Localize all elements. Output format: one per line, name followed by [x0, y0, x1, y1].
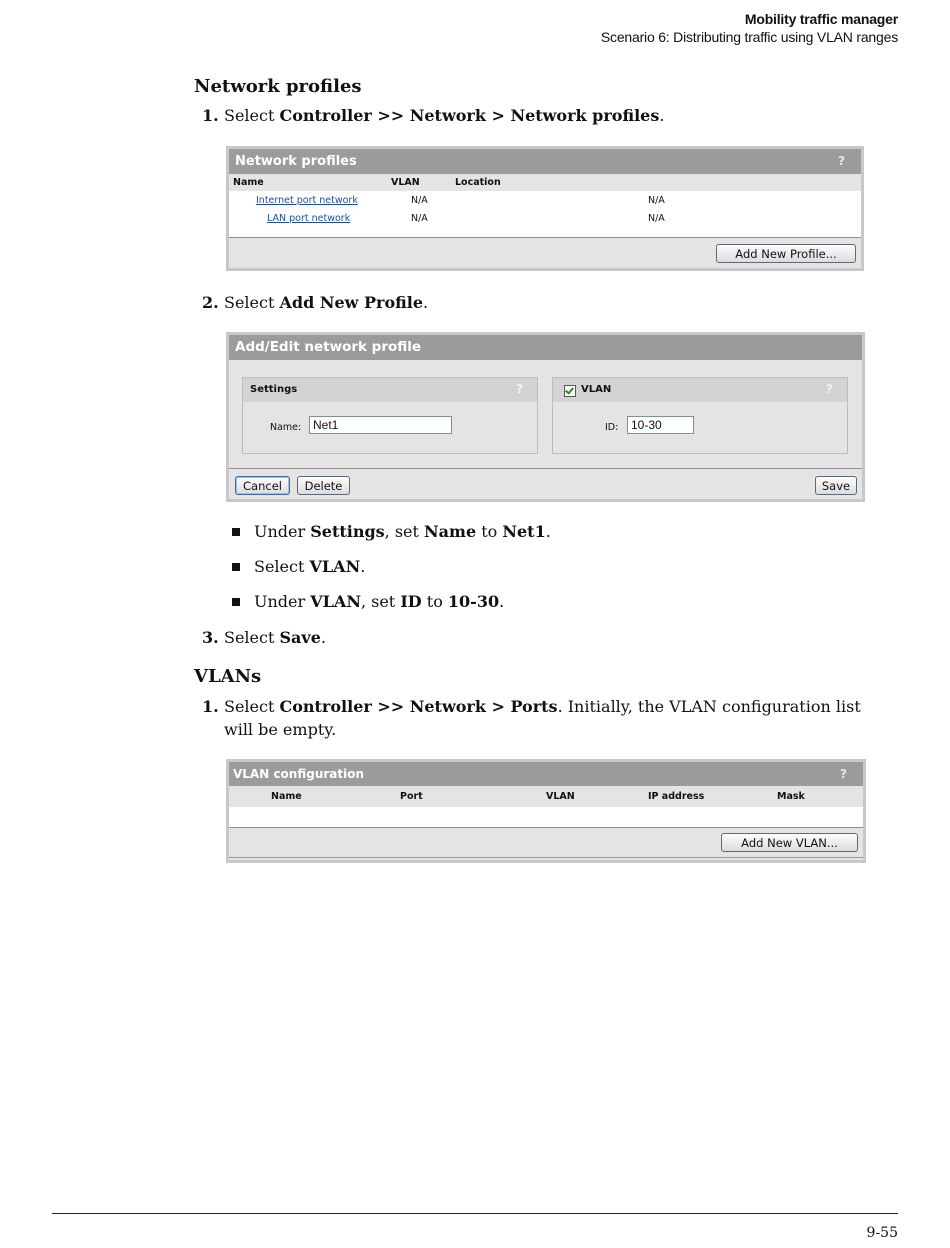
- subpanel-title: Settings ?: [243, 378, 537, 402]
- running-header-subtitle: Scenario 6: Distributing traffic using VLAN ranges: [600, 29, 898, 45]
- delete-button[interactable]: Delete: [297, 476, 350, 495]
- divider: [229, 827, 863, 828]
- table-row: [229, 192, 861, 210]
- profile-link-lan-port-network[interactable]: LAN port network: [267, 213, 351, 224]
- add-new-profile-button[interactable]: Add New Profile...: [716, 244, 856, 263]
- column-header-mask[interactable]: Mask: [777, 791, 805, 802]
- profile-link-internet-port-network[interactable]: Internet port network: [256, 195, 358, 206]
- table-row: [229, 210, 861, 228]
- table-header: [229, 786, 863, 806]
- help-icon[interactable]: ?: [838, 154, 845, 168]
- row-location: N/A: [648, 213, 665, 224]
- subpanel-title: VLAN ?: [553, 378, 847, 402]
- help-icon[interactable]: ?: [516, 382, 523, 396]
- row-location: N/A: [648, 195, 665, 206]
- table-body-empty: [229, 807, 863, 827]
- panel-title: Add/Edit network profile: [229, 335, 862, 360]
- column-header-port[interactable]: Port: [400, 791, 423, 802]
- vlan-configuration-panel: [226, 759, 866, 863]
- vlan-subpanel: [552, 377, 848, 454]
- bullet-marker: [232, 598, 240, 606]
- footer-rule: [52, 1213, 898, 1214]
- step-text: Select Save.: [224, 628, 326, 647]
- column-header-vlan[interactable]: VLAN: [546, 791, 575, 802]
- row-vlan: N/A: [411, 195, 428, 206]
- help-icon[interactable]: ?: [826, 382, 833, 396]
- column-header-vlan[interactable]: VLAN: [391, 177, 420, 188]
- bullet-marker: [232, 563, 240, 571]
- panel-title: Network profiles ?: [229, 149, 861, 174]
- bullet-marker: [232, 528, 240, 536]
- table-body: [229, 191, 861, 237]
- add-new-vlan-button[interactable]: Add New VLAN...: [721, 833, 858, 852]
- name-label: Name:: [270, 422, 302, 433]
- running-header-title: Mobility traffic manager: [744, 11, 898, 27]
- step-number: 2.: [202, 293, 219, 312]
- divider: [229, 857, 863, 858]
- divider: [229, 237, 861, 238]
- column-header-location[interactable]: Location: [455, 177, 501, 188]
- step-number: 1.: [202, 697, 219, 716]
- id-label: ID:: [605, 422, 619, 433]
- settings-subpanel: [242, 377, 538, 454]
- vlan-checkbox[interactable]: [564, 385, 576, 397]
- add-edit-network-profile-panel: [226, 332, 865, 502]
- step-number: 3.: [202, 628, 219, 647]
- name-input[interactable]: Net1: [309, 416, 452, 434]
- panel-title: VLAN configuration ?: [229, 762, 863, 786]
- vlans-step-1: [202, 695, 882, 743]
- page-number: 9-55: [866, 1225, 898, 1241]
- section-heading-vlans: VLANs: [194, 666, 262, 687]
- divider: [229, 468, 862, 469]
- step-number: 1.: [202, 106, 219, 125]
- step-text: Select Add New Profile.: [224, 293, 429, 312]
- network-profiles-panel: [226, 146, 864, 271]
- section-heading-network-profiles: Network profiles: [194, 76, 362, 97]
- column-header-name[interactable]: Name: [271, 791, 302, 802]
- table-header: [229, 174, 861, 191]
- column-header-name[interactable]: Name: [233, 177, 264, 188]
- help-icon[interactable]: ?: [840, 767, 847, 781]
- column-header-ip-address[interactable]: IP address: [648, 791, 705, 802]
- save-button[interactable]: Save: [815, 476, 857, 495]
- vlan-id-input[interactable]: 10-30: [627, 416, 694, 434]
- cancel-button[interactable]: Cancel: [235, 476, 290, 495]
- step-text: Select Controller >> Network > Ports. Initially, the VLAN configuration list will be empty.: [224, 697, 861, 739]
- row-vlan: N/A: [411, 213, 428, 224]
- step-text: Select Controller >> Network > Network profiles.: [224, 106, 665, 125]
